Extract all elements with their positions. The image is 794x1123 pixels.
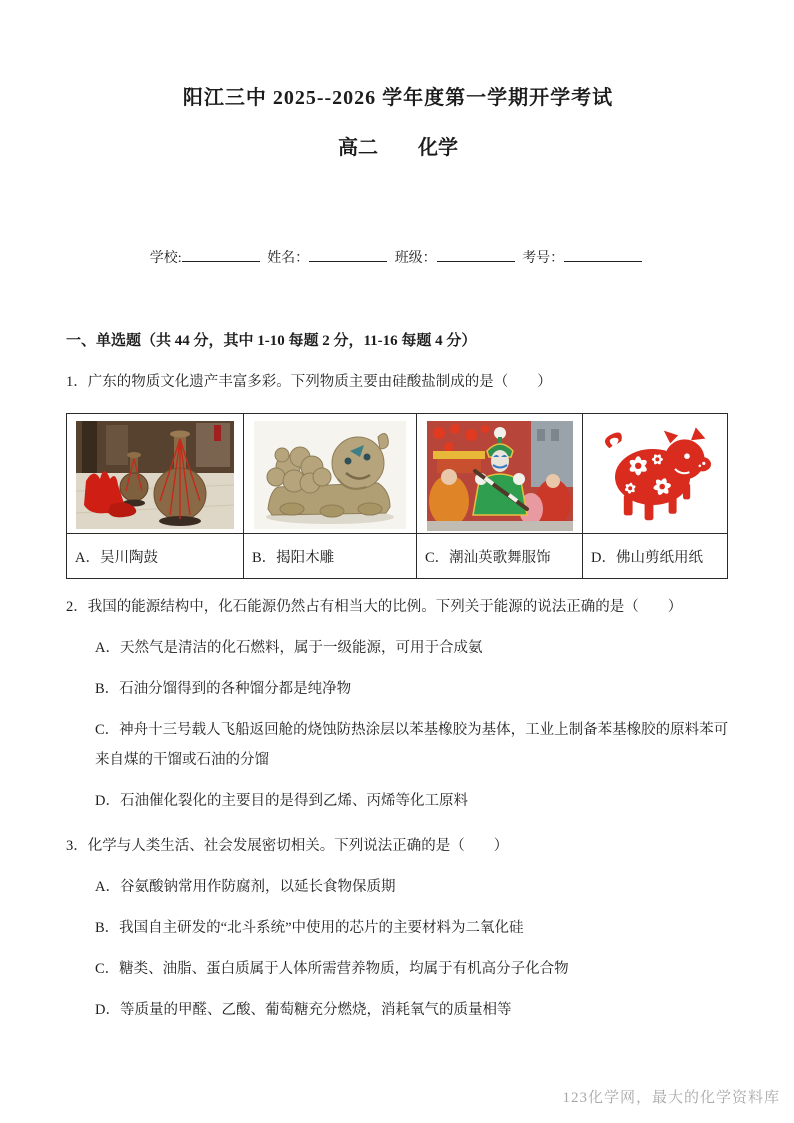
q1-stem: 1．广东的物质文化遗产丰富多彩。下列物质主要由硅酸盐制成的是（ ） [66, 374, 552, 390]
q3-stem: 3．化学与人类生活、社会发展密切相关。下列说法正确的是（ ） [66, 838, 509, 854]
class-label: 班级： [394, 251, 437, 266]
q3-option-c: C．糖类、油脂、蛋白质属于人体所需营养物质，均属于有机高分子化合物 [95, 961, 569, 977]
q1-options-table [66, 413, 728, 579]
q1-option-a-image-cell [67, 414, 244, 534]
name-label: 姓名： [267, 251, 310, 266]
school-blank [182, 246, 260, 262]
watermark-text: 123化学网，最大的化学资料库 [562, 1090, 780, 1106]
q1-option-a-label: A．吴川陶鼓 [67, 534, 244, 579]
q3-option-d: D．等质量的甲醛、乙酸、葡萄糖充分燃烧，消耗氧气的质量相等 [95, 1002, 512, 1018]
q1-label-row [67, 534, 728, 579]
student-info-line [66, 246, 730, 269]
chaoshan-yingge-dance-costume-photo [427, 421, 573, 531]
exam-no-blank [564, 246, 642, 262]
q1-option-b-label: B．揭阳木雕 [244, 534, 417, 579]
jieyang-wood-carving-photo [254, 421, 406, 529]
exam-title: 阳江三中 2025--2026 学年度第一学期开学考试 [182, 87, 614, 109]
q2-option-c: C．神舟十三号载人飞船返回舱的烧蚀防热涂层以苯基橡胶为基体，工业上制备苯基橡胶的原料苯可来自煤的干馏或石油的分馏 [95, 722, 729, 768]
exam-subtitle: 高二 化学 [338, 137, 458, 159]
name-blank [309, 246, 387, 262]
section-1-heading: 一、单选题（共 44 分，其中 1-10 每题 2 分，11-16 每题 4 分） [66, 333, 477, 349]
q1-option-c-image-cell [417, 414, 583, 534]
q1-option-d-label: D．佛山剪纸用纸 [583, 534, 728, 579]
school-label: 学校: [149, 251, 182, 266]
q1-option-c-label: C．潮汕英歌舞服饰 [417, 534, 583, 579]
q3-option-b: B．我国自主研发的“北斗系统”中使用的芯片的主要材料为二氧化硅 [95, 920, 524, 936]
q2-option-b: B．石油分馏得到的各种馏分都是纯净物 [95, 681, 352, 697]
q1-image-row [67, 414, 728, 534]
q3-option-a: A．谷氨酸钠常用作防腐剂，以延长食物保质期 [95, 879, 396, 895]
q1-option-d-image-cell [583, 414, 728, 534]
wuchuan-pottery-drums-photo [76, 421, 234, 529]
class-blank [437, 246, 515, 262]
q2-stem: 2．我国的能源结构中，化石能源仍然占有相当大的比例。下列关于能源的说法正确的是（ ） [66, 599, 683, 615]
q2-option-d: D．石油催化裂化的主要目的是得到乙烯、丙烯等化工原料 [95, 793, 468, 809]
q2-option-a: A．天然气是清洁的化石燃料，属于一级能源，可用于合成氨 [95, 640, 483, 656]
exam-no-label: 考号： [522, 251, 565, 266]
foshan-papercut-pig-image [595, 421, 715, 533]
q1-option-b-image-cell [244, 414, 417, 534]
